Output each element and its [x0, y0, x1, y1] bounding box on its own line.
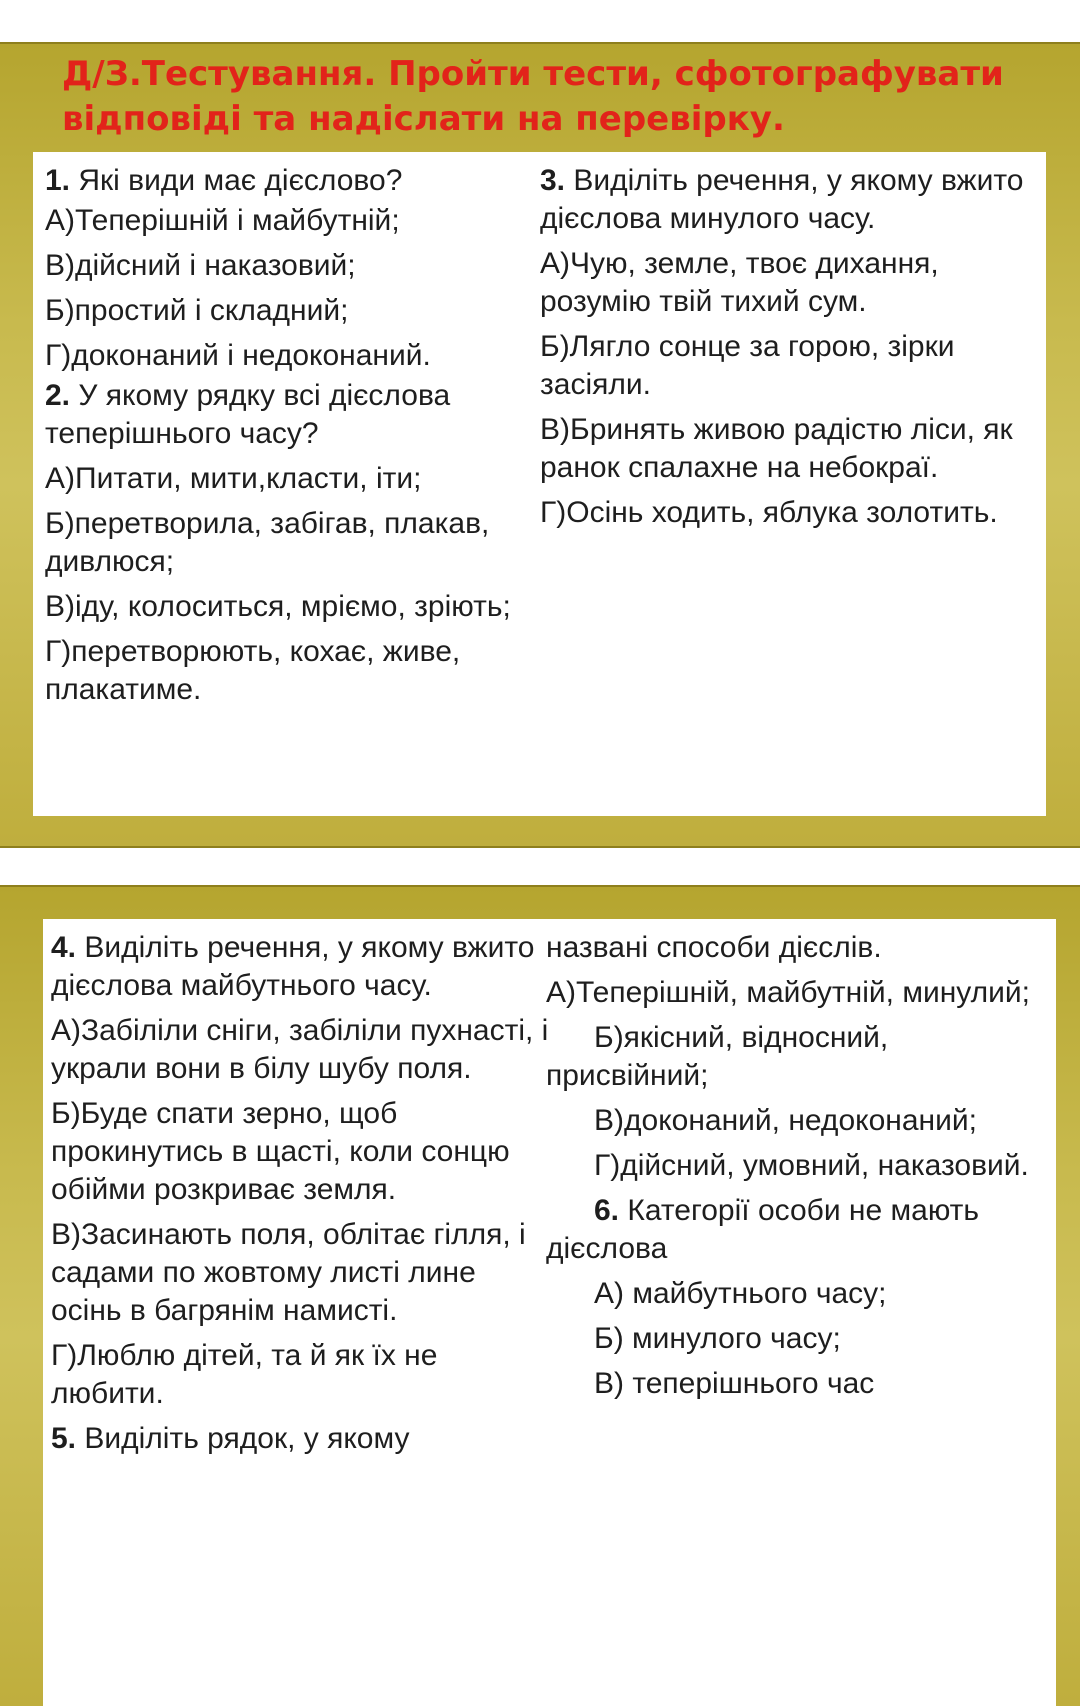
q6-option-a: А) майбутнього часу;	[594, 1277, 887, 1310]
right-column	[540, 162, 1040, 539]
q5-option-b: Б)якісний, відносний, присвійний;	[546, 1021, 889, 1092]
q4-option-g: Г)Люблю дітей, та й як їх не любити.	[51, 1339, 438, 1410]
q5-option-v: В)доконаний, недоконаний;	[594, 1104, 977, 1137]
q2-option-a: А)Питати, мити,класти, іти;	[45, 462, 422, 495]
q6-option-v: В) теперішнього час	[594, 1367, 875, 1400]
q4-option-b: Б)Буде спати зерно, щоб прокинутись в щасті, коли сонцю обійми розкриває земля.	[51, 1097, 510, 1206]
q1-option-b: Б)простий і складний;	[45, 294, 349, 327]
question-5-continued: названі способи дієслів.	[546, 931, 882, 964]
questions-box-1	[33, 152, 1046, 816]
question-1: 1. Які види має дієслово?	[45, 164, 403, 197]
left-column	[51, 929, 551, 1465]
title-line-1: Д/З.Тестування. Пройти тести, сфотографувати	[62, 54, 1004, 94]
assignment-title	[62, 52, 1062, 142]
question-4: 4. Виділіть речення, у якому вжито дієслова майбутнього часу.	[51, 931, 535, 1002]
q3-option-b: Б)Лягло сонце за горою, зірки засіяли.	[540, 330, 955, 401]
q1-option-a: А)Теперішній і майбутній;	[45, 204, 400, 237]
q4-option-a: А)Забіліли сніги, забіліли пухнасті, і украли вони в білу шубу поля.	[51, 1014, 549, 1085]
q2-option-g: Г)перетворюють, кохає, живе, плакатиме.	[45, 635, 461, 706]
q2-option-b: Б)перетворила, забігав, плакав, дивлюся;	[45, 507, 490, 578]
questions-box-2	[43, 919, 1056, 1706]
q1-option-v: В)дійсний і наказовий;	[45, 249, 356, 282]
question-5: 5. Виділіть рядок, у якому	[51, 1422, 410, 1455]
q4-option-v: В)Засинають поля, облітає гілля, і садами по жовтому листі лине осінь в багрянім намисті.	[51, 1218, 526, 1327]
title-line-2: відповіді та надіслати на перевірку.	[62, 99, 785, 139]
question-3: 3. Виділіть речення, у якому вжито дієслова минулого часу.	[540, 164, 1024, 235]
q5-option-a: А)Теперішній, майбутній, минулий;	[546, 976, 1030, 1009]
q5-option-g: Г)дійсний, умовний, наказовий.	[594, 1149, 1029, 1182]
q1-option-g: Г)доконаний і недоконаний.	[45, 339, 431, 372]
q2-option-v: В)іду, колоситься, мріємо, зріють;	[45, 590, 511, 623]
question-6: 6. Категорії особи не мають дієслова	[546, 1194, 980, 1265]
q3-option-a: А)Чую, земле, твоє дихання, розумію твій тихий сум.	[540, 247, 939, 318]
slide-2	[0, 885, 1080, 1706]
q3-option-v: В)Бринять живою радістю ліси, як ранок спалахне на небокраї.	[540, 413, 1013, 484]
question-2: 2. У якому рядку всі дієслова теперішнього часу?	[45, 379, 451, 450]
right-column	[546, 929, 1051, 1410]
left-column	[45, 162, 535, 716]
q3-option-g: Г)Осінь ходить, яблука золотить.	[540, 496, 998, 529]
slide-1	[0, 42, 1080, 848]
q6-option-b: Б) минулого часу;	[594, 1322, 841, 1355]
